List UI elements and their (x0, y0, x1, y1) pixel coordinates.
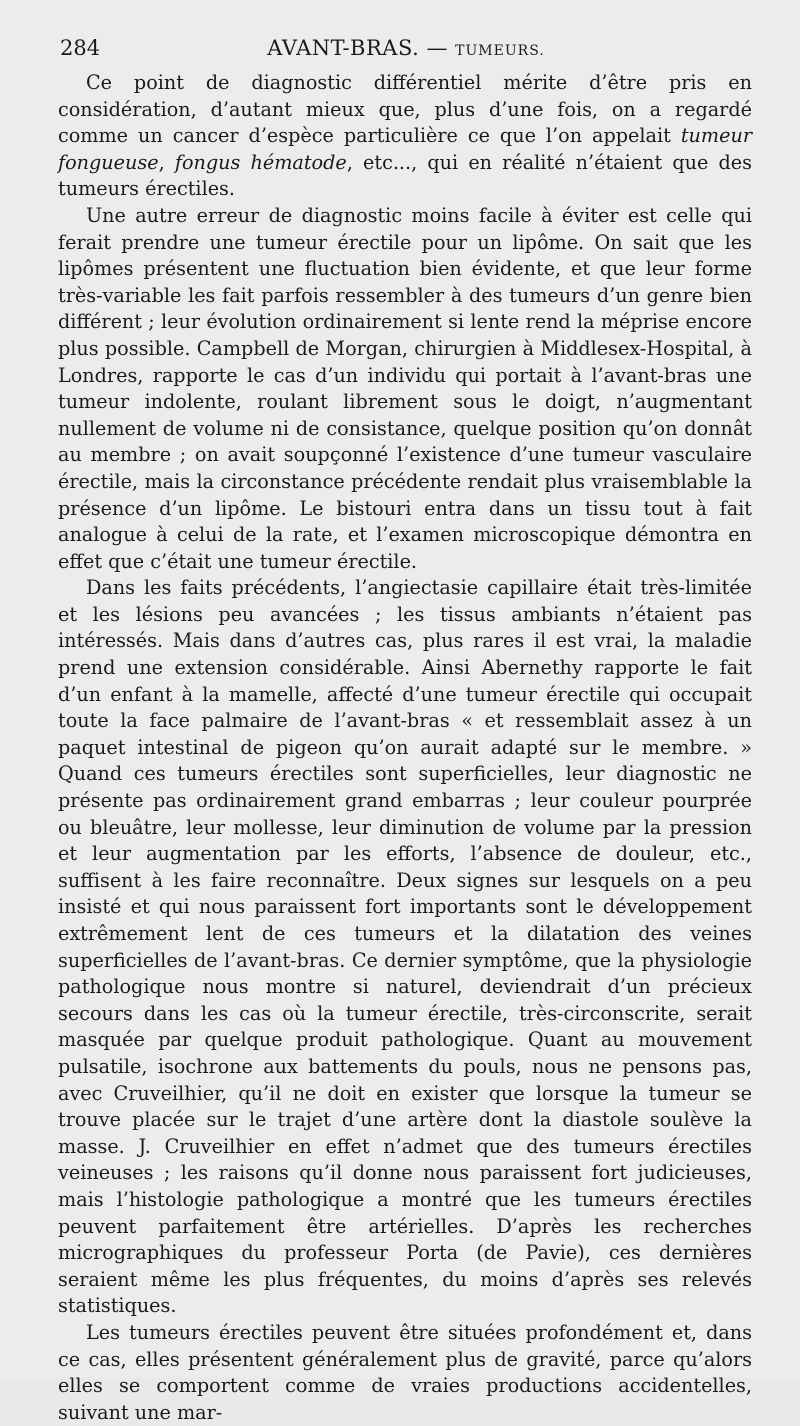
running-header (60, 36, 752, 66)
paragraph-1 (58, 70, 752, 203)
running-head-sub: TUMEURS. (455, 43, 545, 59)
paragraph-1-text-a: Ce point de diagnostic différentiel mérite d’être pris en considération, d’autant mieux que, plus d’une fois, on a regardé comme un cancer d’espèce particulière ce que l’on appelait (58, 71, 752, 148)
paragraph-1-text-c: , etc..., qui en réalité n’étaient que des tumeurs érectiles. (58, 150, 752, 201)
running-head-main: AVANT-BRAS. (267, 36, 420, 60)
italic-term-fongus-hematode: fongus hématode (174, 150, 347, 174)
page-number: 284 (60, 36, 101, 60)
paragraph-1-text-b: , (158, 150, 175, 174)
paragraph-4: Les tumeurs érectiles peuvent être situées profondément et, dans ce cas, elles présentent généralement plus de gravité, parce qu’alors elles se comportent comme de vraies productions accidentelles, suivant une mar- (58, 1320, 752, 1424)
running-head-title (60, 36, 752, 60)
italic-term-tumeur-fongueuse: tumeur fongueuse (58, 124, 752, 174)
body-text (58, 70, 752, 1426)
paragraph-2: Une autre erreur de diagnostic moins facile à éviter est celle qui ferait prendre une tumeur érectile pour un lipôme. On sait que les lipômes présentent une fluctuation bien évidente, et que leur forme très-variable les fait parfois ressembler à des tumeurs d’un genre bien différent ; leur évolution ordinairement si lente rend la méprise encore plus possible. Campbell de Morgan, chirurgien à Middlesex-Hospital, à Londres, rapporte le cas d’un individu qui portait à l’avant-bras une tumeur indolente, roulant librement sous le doigt, n’augmentant nullement de volume ni de consistance, quelque position qu’on donnât au membre ; on avait soupçonné l’existence d’une tumeur vasculaire érectile, mais la circonstance précédente rendait plus vraisemblable la présence d’un lipôme. Le bistouri entra dans un tissu tout à fait analogue à celui de la rate, et l’examen microscopique démontra en effet que c’était une tumeur érectile. (58, 203, 752, 573)
paragraph-3: Dans les faits précédents, l’angiectasie capillaire était très-limitée et les lésions peu avancées ; les tissus ambiants n’étaient pas intéressés. Mais dans d’autres cas, plus rares il est vrai, la maladie prend une extension considérable. Ainsi Abernethy rapporte le fait d’un enfant à la mamelle, affecté d’une tumeur érectile qui occupait toute la face palmaire de l’avant-bras « et ressemblait assez à un paquet intestinal de pigeon qu’on aurait adapté sur le membre. » Quand ces tumeurs érectiles sont superficielles, leur diagnostic ne présente pas ordinairement grand embarras ; leur couleur pourprée ou bleuâtre, leur mollesse, leur diminution de volume par la pression et leur augmentation par les efforts, l’absence de douleur, etc., suffisent à les faire reconnaître. Deux signes sur lesquels on a peu insisté et qui nous paraissent fort importants sont le développement extrêmement lent de ces tumeurs et la dilatation des veines superficielles de l’avant-bras. Ce dernier symptôme, que la physiologie pathologique nous montre si naturel, deviendrait d’un précieux secours dans les cas où la tumeur érectile, très-circonscrite, serait masquée par quelque produit pathologique. Quant au mouvement pulsatile, isochrone aux battements du pouls, nous ne pensons pas, avec Cruveilhier, qu’il ne doit en exister que lorsque la tumeur se trouve placée sur le trajet d’une artère dont la diastole soulève la masse. J. Cruveilhier en effet n’admet que des tumeurs érectiles veineuses ; les raisons qu’il donne nous paraissent fort judicieuses, mais l’histologie pathologique a montré que les tumeurs érectiles peuvent parfaitement être artérielles. D’après les recherches micrographiques du professeur Porta (de Pavie), ces dernières seraient même les plus fréquentes, du moins d’après ses relevés statistiques. (58, 576, 752, 1318)
running-head-separator: — (426, 36, 448, 60)
